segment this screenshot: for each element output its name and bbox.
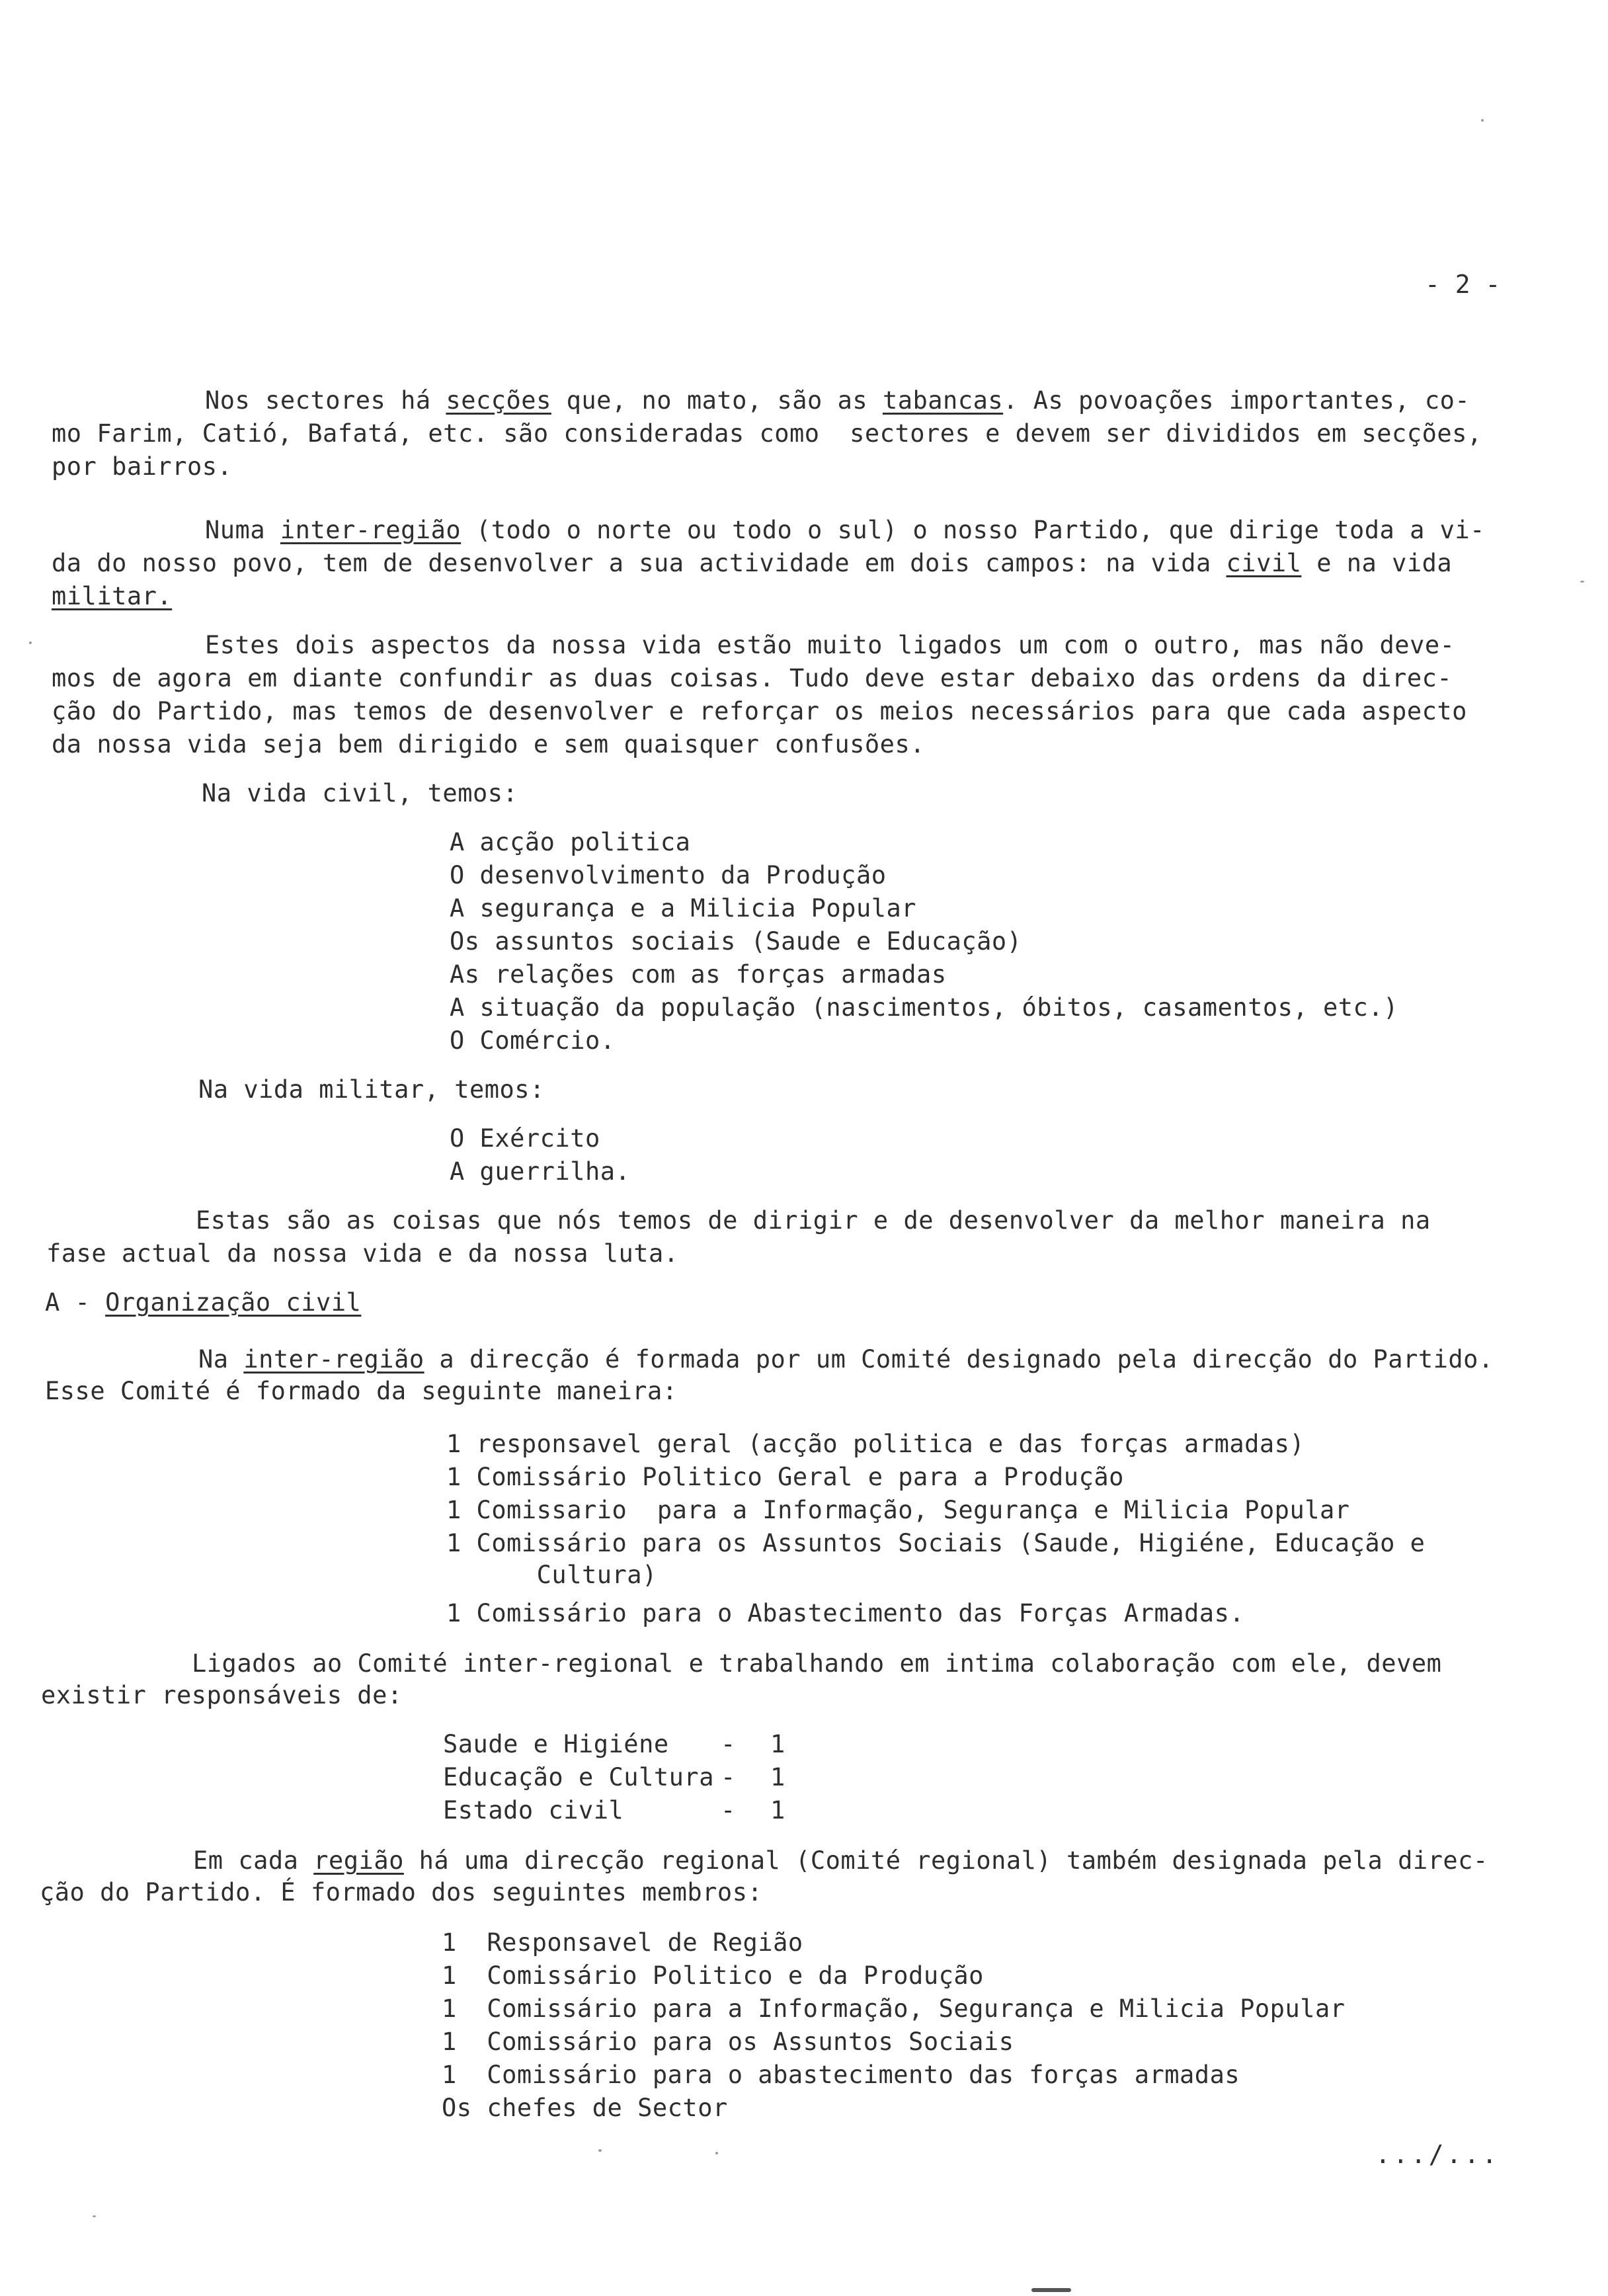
paragraph-1-line-3: por bairros. bbox=[52, 452, 233, 481]
civil-item: Os assuntos sociais (Saude e Educação) bbox=[450, 927, 1022, 956]
paragraph-3-line-1: Estes dois aspectos da nossa vida estão muito ligados um com o outro, mas não deve- bbox=[205, 631, 1455, 659]
scan-speck bbox=[598, 2149, 602, 2152]
term-inter-regiao: inter-região bbox=[280, 516, 462, 544]
scan-speck bbox=[1481, 119, 1484, 122]
term-tabancas: tabancas bbox=[882, 386, 1004, 415]
civil-life-intro: Na vida civil, temos: bbox=[202, 779, 518, 807]
committee-member: 1 Comissário para o Abastecimento das Forças Armadas. bbox=[446, 1599, 1245, 1627]
continuation-mark: .../... bbox=[1375, 2140, 1500, 2169]
paragraph-4-line-2: fase actual da nossa vida e da nossa luta. bbox=[46, 1239, 679, 1268]
term-civil: civil bbox=[1226, 549, 1302, 577]
paragraph-3-line-3: ção do Partido, mas temos de desenvolver e reforçar os meios necessários para que cada aspecto bbox=[52, 697, 1467, 725]
paragraph-5-line-2: Esse Comité é formado da seguinte maneira: bbox=[45, 1377, 678, 1405]
civil-item: As relações com as forças armadas bbox=[450, 960, 947, 989]
page-number: - 2 - bbox=[1425, 270, 1501, 299]
responsible-separator: - bbox=[721, 1796, 736, 1824]
paragraph-3-line-4: da nossa vida seja bem dirigido e sem quaisquer confusões. bbox=[52, 730, 926, 758]
responsible-count: 1 bbox=[770, 1796, 785, 1824]
committee-member: 1 Comissário Politico Geral e para a Produção bbox=[446, 1463, 1124, 1491]
responsible-count: 1 bbox=[770, 1763, 785, 1791]
scan-speck bbox=[29, 641, 32, 644]
committee-member: 1 Comissário para os Assuntos Sociais (Saude, Higiéne, Educação e bbox=[446, 1529, 1426, 1557]
paragraph-1-line-2: mo Farim, Catió, Bafatá, etc. são consideradas como sectores e devem ser divididos em secções, bbox=[52, 419, 1482, 448]
responsible-label: Saude e Higiéne bbox=[443, 1730, 669, 1758]
section-heading: A - Organização civil bbox=[45, 1288, 362, 1317]
military-item: A guerrilha. bbox=[450, 1157, 631, 1186]
term-inter-regiao: inter-região bbox=[243, 1345, 424, 1374]
paragraph-1-line-1: Nos sectores há secções que, no mato, são as tabancas. As povoações importantes, co- bbox=[205, 386, 1470, 415]
regional-member: 1 Comissário para o abastecimento das forças armadas bbox=[442, 2061, 1240, 2089]
military-life-intro: Na vida militar, temos: bbox=[198, 1075, 545, 1104]
responsible-label: Estado civil bbox=[443, 1796, 624, 1824]
scan-speck bbox=[1031, 2288, 1071, 2292]
committee-member: 1 responsavel geral (acção politica e das forças armadas) bbox=[446, 1430, 1305, 1458]
responsible-label: Educação e Cultura bbox=[443, 1763, 714, 1791]
civil-item: A segurança e a Milicia Popular bbox=[450, 894, 917, 922]
term-militar: militar. bbox=[52, 582, 173, 610]
paragraph-3-line-2: mos de agora em diante confundir as duas coisas. Tudo deve estar debaixo das ordens da direc- bbox=[52, 664, 1453, 692]
paragraph-7-line-2: ção do Partido. É formado dos seguintes membros: bbox=[40, 1878, 763, 1906]
civil-item: A acção politica bbox=[450, 828, 691, 856]
committee-member: 1 Comissario para a Informação, Segurança e Milicia Popular bbox=[446, 1496, 1350, 1524]
civil-item: O Comércio. bbox=[450, 1026, 616, 1055]
civil-item: O desenvolvimento da Produção bbox=[450, 861, 887, 889]
regional-member: 1 Comissário Politico e da Produção bbox=[442, 1961, 984, 1990]
paragraph-5-line-1: Na inter-região a direcção é formada por um Comité designado pela direcção do Partido. bbox=[198, 1345, 1494, 1374]
responsible-separator: - bbox=[721, 1730, 736, 1758]
paragraph-6-line-2: existir responsáveis de: bbox=[41, 1681, 403, 1709]
civil-item: A situação da população (nascimentos, óbitos, casamentos, etc.) bbox=[450, 993, 1398, 1022]
section-title: Organização civil bbox=[105, 1288, 362, 1317]
paragraph-2-line-1: Numa inter-região (todo o norte ou todo o sul) o nosso Partido, que dirige toda a vi- bbox=[205, 516, 1485, 544]
term-regiao: região bbox=[313, 1846, 404, 1875]
scan-speck bbox=[93, 2215, 96, 2217]
paragraph-2-line-2: da do nosso povo, tem de desenvolver a sua actividade em dois campos: na vida civil e na vida bbox=[52, 549, 1453, 577]
scan-speck bbox=[1580, 581, 1584, 583]
term-seccoes: secções bbox=[446, 386, 551, 415]
regional-member: 1 Comissário para a Informação, Segurança e Milicia Popular bbox=[442, 1994, 1346, 2023]
paragraph-6-line-1: Ligados ao Comité inter-regional e trabalhando em intima colaboração com ele, devem bbox=[192, 1649, 1442, 1678]
responsible-count: 1 bbox=[770, 1730, 785, 1758]
responsible-separator: - bbox=[721, 1763, 736, 1791]
committee-member-continuation: Cultura) bbox=[446, 1561, 657, 1589]
regional-member: 1 Responsavel de Região bbox=[442, 1928, 803, 1957]
paragraph-7-line-1: Em cada região há uma direcção regional (Comité regional) também designada pela direc- bbox=[193, 1846, 1488, 1875]
scan-speck bbox=[715, 2152, 718, 2154]
regional-member: 1 Comissário para os Assuntos Sociais bbox=[442, 2028, 1014, 2056]
paragraph-4-line-1: Estas são as coisas que nós temos de dirigir e de desenvolver da melhor maneira na bbox=[196, 1206, 1431, 1235]
military-item: O Exército bbox=[450, 1124, 600, 1153]
regional-member: Os chefes de Sector bbox=[442, 2094, 728, 2122]
